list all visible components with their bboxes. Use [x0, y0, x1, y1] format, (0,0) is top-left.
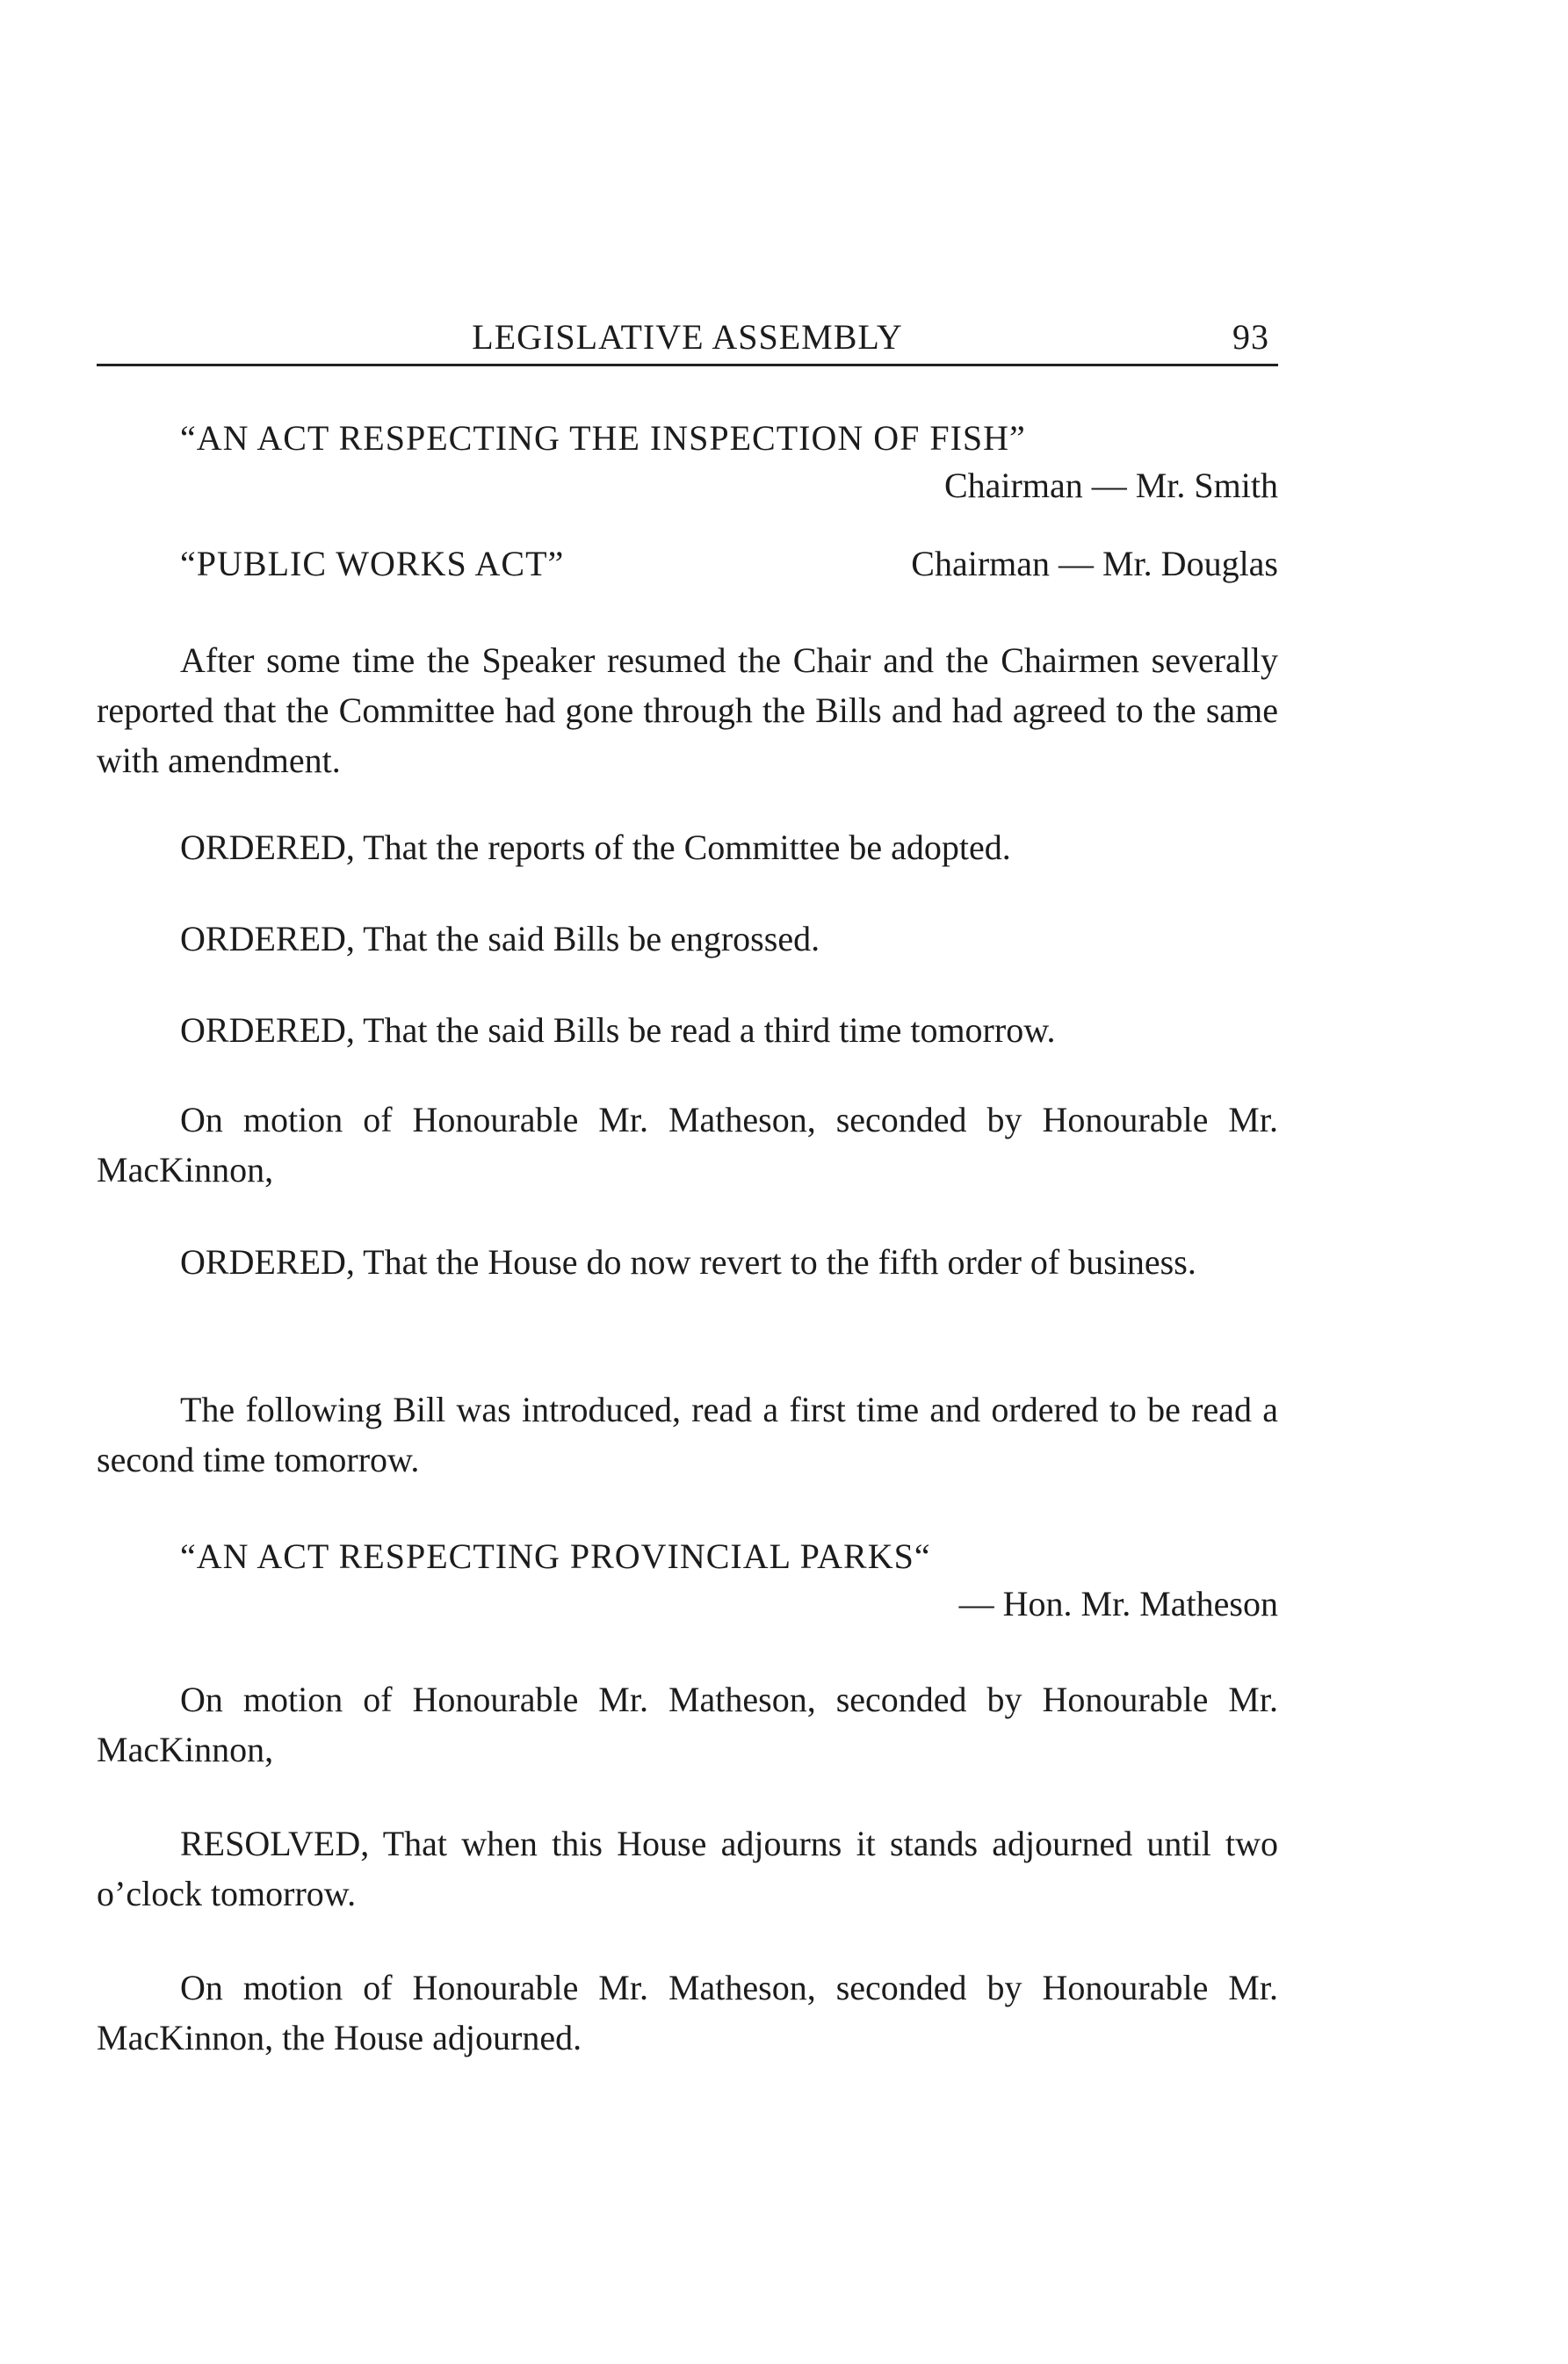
page-number: 93: [1232, 317, 1269, 357]
ordered-third-reading: ORDERED, That the said Bills be read a third time tomorrow.: [180, 1010, 1056, 1050]
bill-introduced-paragraph: The following Bill was introduced, read a first time and ordered to be read a second time tomorrow.: [97, 1390, 1278, 1479]
fish-act-chairman: Chairman — Mr. Smith: [944, 466, 1278, 505]
motion-paragraph-3: On motion of Honourable Mr. Matheson, seconded by Honourable Mr. MacKinnon, the House adjourned.: [97, 1968, 1278, 2057]
resolved-adjournment: RESOLVED, That when this House adjourns it stands adjourned until two o’clock tomorrow.: [97, 1824, 1278, 1913]
ordered-bills-engrossed: ORDERED, That the said Bills be engrossed.: [180, 919, 820, 958]
public-works-chairman: Chairman — Mr. Douglas: [911, 544, 1278, 583]
speaker-paragraph: After some time the Speaker resumed the Chair and the Chairmen severally reported that the Committee had gone through the Bills and had agreed to the same with amendment.: [97, 640, 1278, 780]
motion-paragraph-1: On motion of Honourable Mr. Matheson, seconded by Honourable Mr. MacKinnon,: [97, 1100, 1278, 1189]
fish-act-entry: [97, 413, 1278, 509]
ordered-revert-fifth-order: ORDERED, That the House do now revert to the fifth order of business.: [180, 1242, 1196, 1282]
fish-act-title: “AN ACT RESPECTING THE INSPECTION OF FISH”: [180, 418, 1026, 458]
header-title: LEGISLATIVE ASSEMBLY: [472, 317, 903, 357]
document-page: [97, 314, 1278, 2057]
public-works-title: “PUBLIC WORKS ACT”: [180, 544, 565, 583]
public-works-entry: [97, 539, 1278, 589]
ordered-reports-adopted: ORDERED, That the reports of the Committee be adopted.: [180, 828, 1011, 867]
parks-act-sponsor: — Hon. Mr. Matheson: [958, 1584, 1278, 1623]
running-header: [97, 314, 1278, 366]
parks-act-entry: [97, 1531, 1278, 1627]
motion-paragraph-2: On motion of Honourable Mr. Matheson, seconded by Honourable Mr. MacKinnon,: [97, 1680, 1278, 1769]
parks-act-title: “AN ACT RESPECTING PROVINCIAL PARKS“: [180, 1536, 931, 1576]
